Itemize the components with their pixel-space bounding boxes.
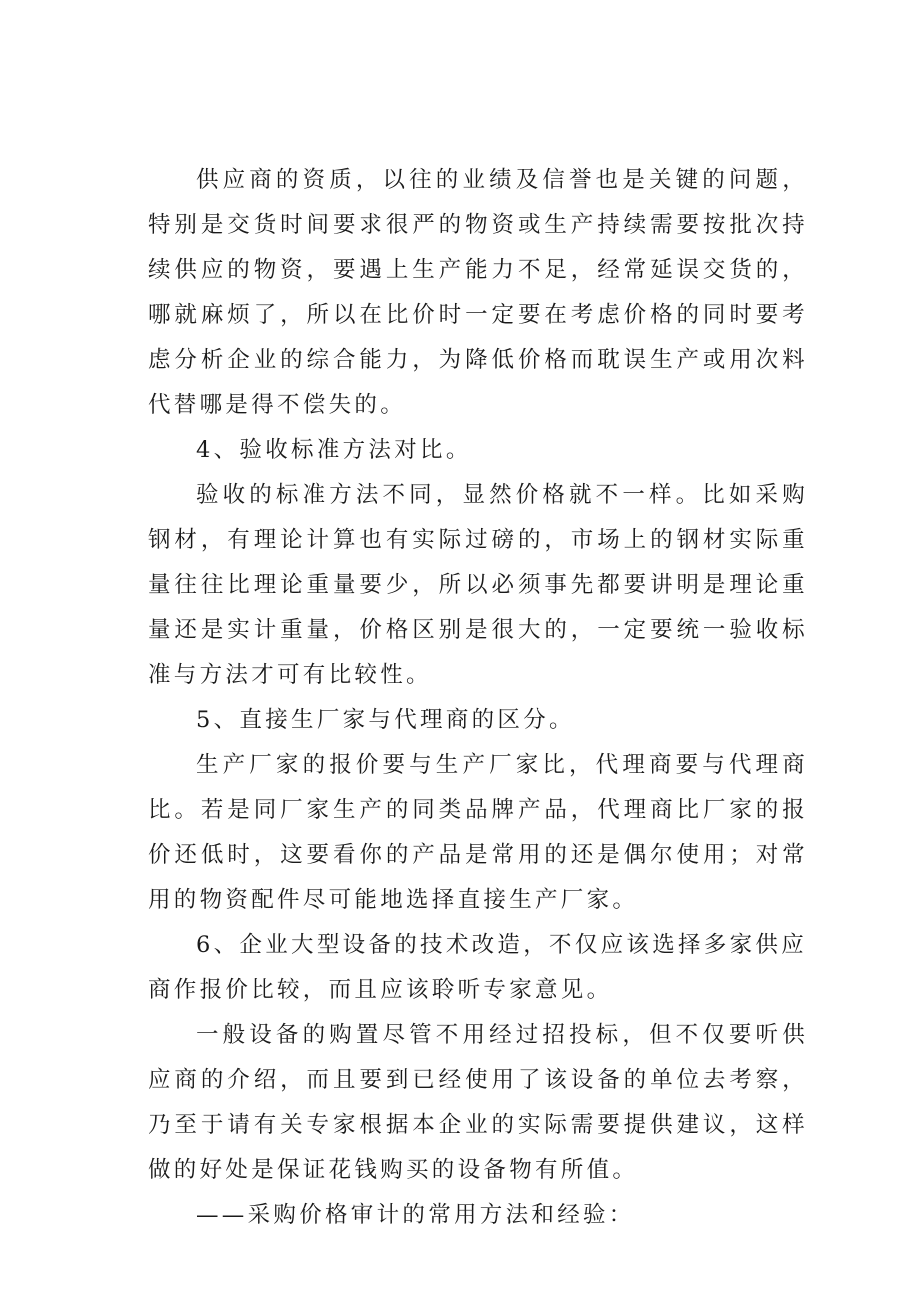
document-body: [148, 158, 808, 1238]
paragraph-supplier-qualification: 供应商的资质，以往的业绩及信誉也是关键的问题，特别是交货时间要求很严的物资或生产持续需要按批次持续供应的物资，要遇上生产能力不足，经常延误交货的，哪就麻烦了，所以在比价时一定要在考虑价格的同时要考虑分析企业的综合能力，为降低价格而耽误生产或用次料代替哪是得不偿失的。: [148, 167, 808, 418]
paragraph-equipment-purchase: 一般设备的购置尽管不用经过招投标，但不仅要听供应商的介绍，而且要到已经使用了该设备的单位去考察，乃至于请有关专家根据本企业的实际需要提供建议，这样做的好处是保证花钱购买的设备物有所值。: [148, 1022, 808, 1183]
heading-manufacturer-vs-agent: 5、直接生厂家与代理商的区分。: [196, 707, 575, 733]
paragraph-manufacturer-vs-agent: 生产厂家的报价要与生产厂家比，代理商要与代理商比。若是同厂家生产的同类品牌产品，代理商比厂家的报价还低时，这要看你的产品是常用的还是偶尔使用；对常用的物资配件尽可能地选择直接生产厂家。: [148, 752, 808, 913]
heading-acceptance-standard: 4、验收标准方法对比。: [196, 437, 472, 463]
heading-equipment-upgrade: 6、企业大型设备的技术改造，不仅应该选择多家供应商作报价比较，而且应该聆听专家意见。: [148, 932, 808, 1003]
section-lead-in: ——采购价格审计的常用方法和经验：: [196, 1202, 635, 1228]
paragraph-acceptance-standard: 验收的标准方法不同，显然价格就不一样。比如采购钢材，有理论计算也有实际过磅的，市场上的钢材实际重量往往比理论重量要少，所以必须事先都要讲明是理论重量还是实计重量，价格区别是很大的，一定要统一验收标准与方法才可有比较性。: [148, 482, 808, 688]
